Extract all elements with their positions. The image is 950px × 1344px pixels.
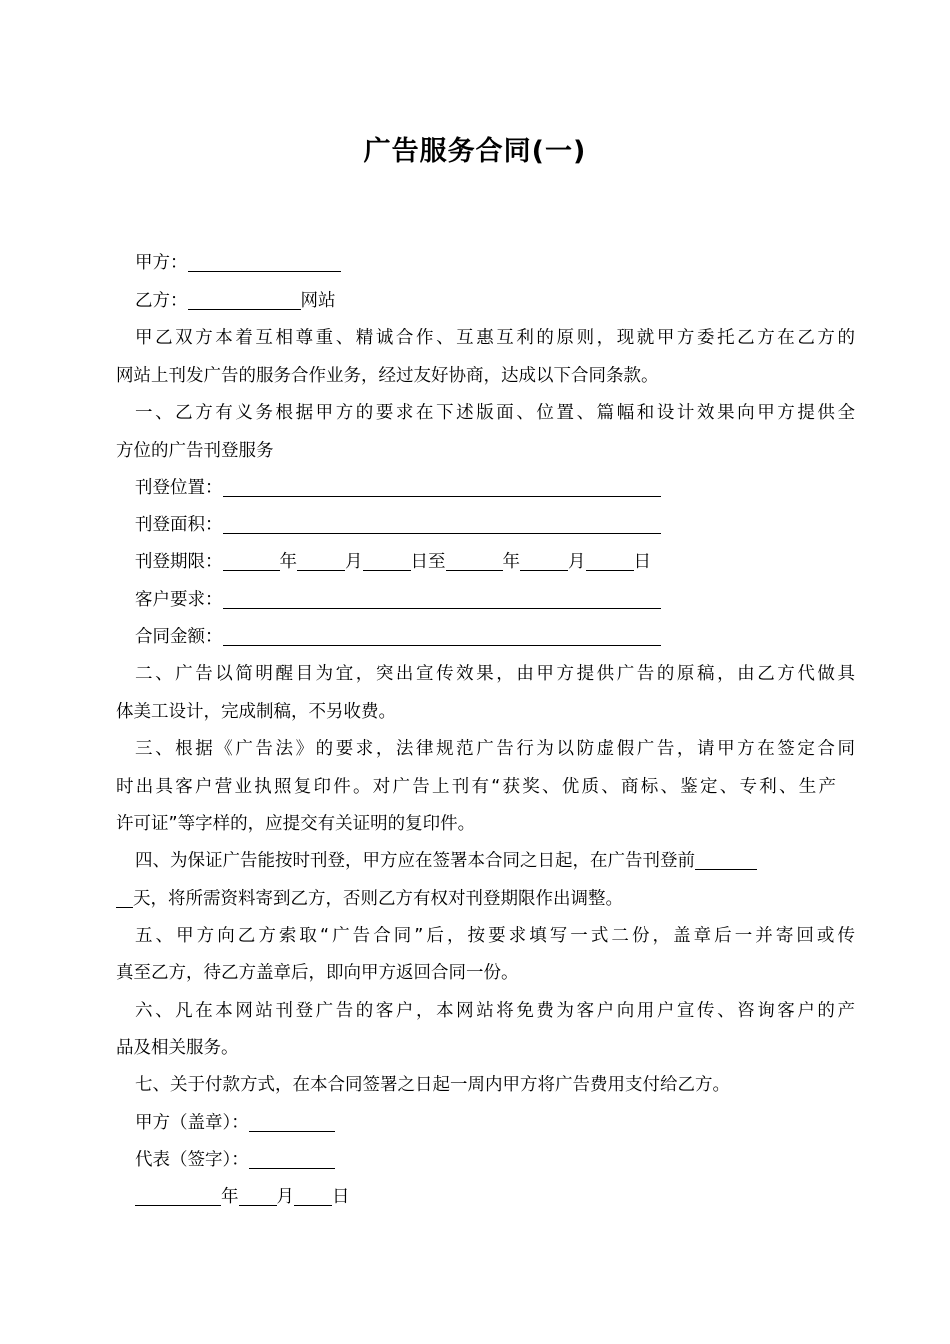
period-month-blank[interactable] [297, 550, 345, 571]
clause4-days-blank-b[interactable] [116, 887, 133, 908]
date-month-unit: 月 [276, 1187, 294, 1207]
clause1-line-1: 一、乙方有义务根据甲方的要求在下述版面、位置、篇幅和设计效果向甲方提供全 [135, 403, 855, 423]
clause6-line-2: 品及相关服务。 [116, 1038, 239, 1058]
period-label: 刊登期限： [135, 552, 223, 572]
period-day2-blank[interactable] [586, 550, 634, 571]
clause3-line-2: 时出具客户营业执照复印件。对广告上刊有“获奖、优质、商标、鉴定、专利、生产 [116, 777, 836, 797]
clause5-line-2: 真至乙方，待乙方盖章后，即向甲方返回合同一份。 [116, 963, 519, 983]
period-month2-unit: 月 [568, 552, 586, 572]
clause3-line-3: 许可证”等字样的，应提交有关证明的复印件。 [116, 814, 476, 834]
position-blank[interactable] [223, 476, 661, 497]
representative-blank[interactable] [249, 1148, 335, 1169]
clause4-text: 四、为保证广告能按时刊登，甲方应在签署本合同之日起，在广告刊登前 [135, 851, 695, 871]
party-a-seal-label: 甲方（盖章）： [135, 1113, 249, 1133]
period-day-to: 日至 [410, 552, 446, 572]
period-month2-blank[interactable] [520, 550, 568, 571]
date-day-blank[interactable] [294, 1185, 332, 1206]
intro-line-1: 甲乙双方本着互相尊重、精诚合作、互惠互利的原则，现就甲方委托乙方在乙方的 [135, 328, 855, 348]
period-day-blank[interactable] [363, 550, 411, 571]
field-position [116, 473, 855, 503]
signature-party-a [116, 1108, 855, 1138]
clause4-days-blank-a[interactable] [695, 849, 757, 870]
clause2-line-1: 二、广告以简明醒目为宜，突出宣传效果，由甲方提供广告的原稿，由乙方代做具 [135, 664, 855, 684]
field-requirement [116, 585, 855, 615]
field-period [116, 547, 855, 577]
date-year-unit: 年 [221, 1187, 239, 1207]
party-b-suffix: 网站 [300, 291, 336, 311]
amount-blank[interactable] [223, 625, 661, 646]
period-day2-unit: 日 [633, 552, 651, 572]
period-year2-unit: 年 [502, 552, 520, 572]
clause5-line-1: 五、甲方向乙方索取“广告合同”后，按要求填写一式二份，盖章后一并寄回或传 [135, 926, 855, 946]
party-a-line [116, 248, 855, 278]
field-area [116, 510, 855, 540]
party-a-seal-blank[interactable] [249, 1111, 335, 1132]
clause7-line-1: 七、关于付款方式，在本合同签署之日起一周内甲方将广告费用支付给乙方。 [135, 1075, 730, 1095]
date-day-unit: 日 [332, 1187, 350, 1207]
field-amount [116, 622, 855, 652]
signature-representative [116, 1145, 855, 1175]
date-year-blank[interactable] [135, 1185, 221, 1206]
period-year-unit: 年 [279, 552, 297, 572]
amount-label: 合同金额： [135, 627, 223, 647]
signature-date [116, 1182, 855, 1212]
clause1-line-2: 方位的广告刊登服务 [116, 441, 274, 461]
clause4-text-2: 天，将所需资料寄到乙方，否则乙方有权对刊登期限作出调整。 [133, 889, 623, 909]
period-year-blank[interactable] [223, 550, 280, 571]
clause4-line-1 [116, 846, 855, 876]
representative-label: 代表（签字）： [135, 1150, 249, 1170]
clause4-line-2 [116, 884, 836, 914]
clause3-line-1: 三、根据《广告法》的要求，法律规范广告行为以防虚假广告，请甲方在签定合同 [135, 739, 855, 759]
area-label: 刊登面积： [135, 515, 223, 535]
party-a-blank[interactable] [188, 251, 341, 272]
period-year2-blank[interactable] [446, 550, 503, 571]
clause2-line-2: 体美工设计，完成制稿，不另收费。 [116, 702, 396, 722]
party-b-line [116, 286, 855, 316]
position-label: 刊登位置： [135, 478, 223, 498]
area-blank[interactable] [223, 513, 661, 534]
intro-line-2: 网站上刊发广告的服务合作业务，经过友好协商，达成以下合同条款。 [116, 366, 659, 386]
party-b-blank[interactable] [188, 289, 301, 310]
period-month-unit: 月 [345, 552, 363, 572]
party-a-label: 甲方： [135, 253, 188, 273]
clause6-line-1: 六、凡在本网站刊登广告的客户，本网站将免费为客户向用户宣传、咨询客户的产 [135, 1001, 855, 1021]
requirement-label: 客户要求： [135, 590, 223, 610]
document-title: 广告服务合同(一) [363, 136, 587, 167]
party-b-label: 乙方： [135, 291, 188, 311]
requirement-blank[interactable] [223, 588, 661, 609]
date-month-blank[interactable] [239, 1185, 277, 1206]
